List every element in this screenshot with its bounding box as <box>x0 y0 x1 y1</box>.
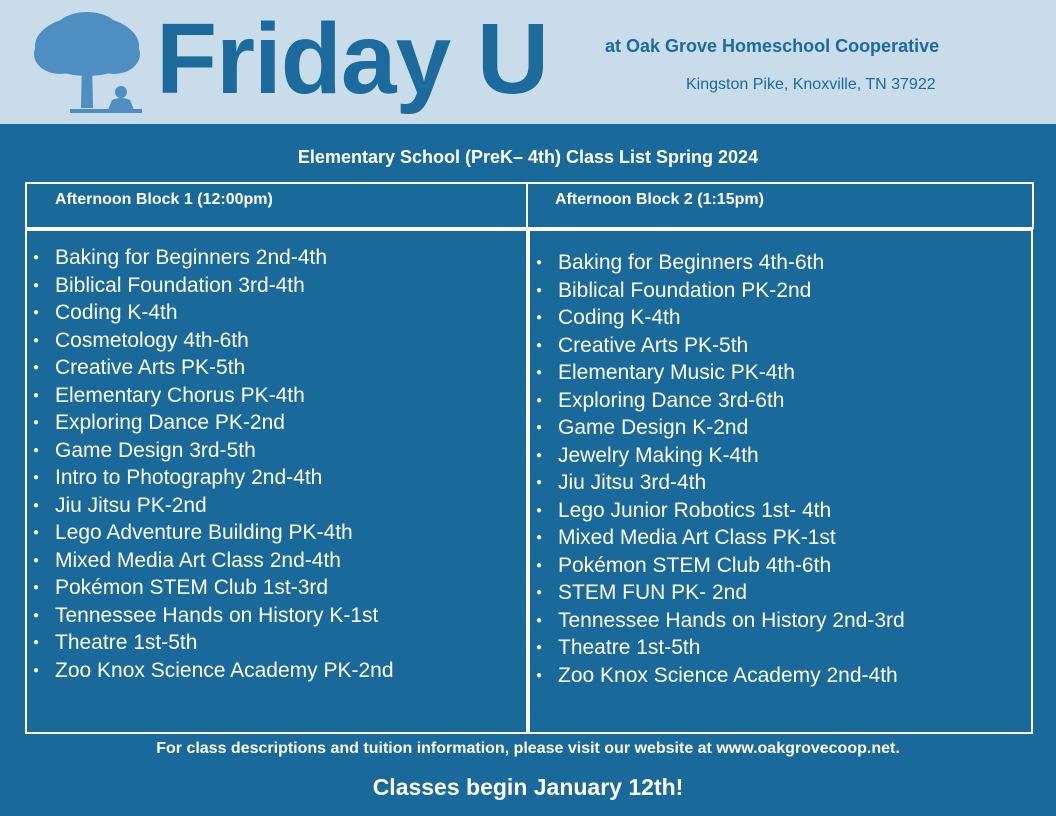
list-item <box>530 304 905 332</box>
class-name: Biblical Foundation PK-2nd <box>558 278 812 302</box>
bullet-icon: ● <box>536 367 543 378</box>
page-title: Elementary School (PreK– 4th) Class List Spring 2024 <box>297 147 759 167</box>
bullet-icon: ● <box>33 362 40 373</box>
list-item <box>530 442 905 470</box>
class-name: Lego Adventure Building PK-4th <box>55 521 353 544</box>
bullet-icon: ● <box>33 527 40 538</box>
list-item <box>530 359 905 387</box>
bullet-icon: ● <box>536 339 543 351</box>
bullet-icon: ● <box>536 422 543 433</box>
class-name: Zoo Knox Science Academy 2nd-4th <box>558 663 898 687</box>
bullet-icon: ● <box>33 444 40 456</box>
bullet-icon: ● <box>33 664 40 676</box>
website-note: For class descriptions and tuition information, please visit our website at www.oakgrovecoop.net. <box>156 740 900 757</box>
block2-box <box>528 229 1033 734</box>
class-name: Jewelry Making K-4th <box>558 443 759 467</box>
class-name: Exploring Dance PK-2nd <box>55 411 285 434</box>
block2-class-list <box>530 249 905 689</box>
list-item <box>27 547 394 575</box>
list-item <box>27 464 394 492</box>
list-item <box>27 409 394 437</box>
bullet-icon: ● <box>536 504 543 516</box>
classes-begin-banner: Classes begin January 12th! <box>372 774 684 800</box>
bullet-icon: ● <box>33 417 40 428</box>
class-name: Pokémon STEM Club 1st-3rd <box>55 576 329 599</box>
class-name: Biblical Foundation 3rd-4th <box>55 273 305 297</box>
list-item <box>27 492 394 520</box>
bullet-icon: ● <box>536 559 543 571</box>
list-item <box>27 519 394 547</box>
class-name: Intro to Photography 2nd-4th <box>55 466 323 489</box>
class-name: Pokémon STEM Club 4th-6th <box>558 553 832 577</box>
class-name: Lego Junior Robotics 1st- 4th <box>558 498 832 522</box>
bullet-icon: ● <box>33 279 40 291</box>
bullet-icon: ● <box>33 499 40 511</box>
tree-reading-child-icon <box>30 10 144 116</box>
class-name: Zoo Knox Science Academy PK-2nd <box>55 658 394 682</box>
list-item <box>27 244 394 272</box>
organization-name: at Oak Grove Homeschool Cooperative <box>605 36 940 56</box>
list-item <box>530 249 905 277</box>
bullet-icon: ● <box>33 252 40 263</box>
class-name: Cosmetology 4th-6th <box>55 328 249 352</box>
bullet-icon: ● <box>33 609 40 621</box>
class-name: Baking for Beginners 2nd-4th <box>55 246 328 269</box>
list-item <box>27 382 394 410</box>
class-name: STEM FUN PK- 2nd <box>558 581 748 604</box>
block2-heading: Afternoon Block 2 (1:15pm) <box>526 182 1034 229</box>
bullet-icon: ● <box>536 587 543 598</box>
list-item <box>530 414 905 442</box>
header-banner <box>0 0 1056 124</box>
class-name: Theatre 1st-5th <box>55 631 198 654</box>
list-item <box>530 524 905 552</box>
list-item <box>530 662 905 690</box>
class-name: Game Design K-2nd <box>558 416 749 439</box>
bullet-icon: ● <box>536 614 543 626</box>
list-item <box>530 634 905 662</box>
list-item <box>27 657 394 685</box>
class-name: Creative Arts PK-5th <box>558 333 749 357</box>
bullet-icon: ● <box>536 477 543 488</box>
list-item <box>530 469 905 497</box>
block1-box <box>25 229 528 734</box>
class-name: Tennessee Hands on History 2nd-3rd <box>558 608 905 632</box>
list-item <box>530 579 905 607</box>
list-item <box>530 552 905 580</box>
class-name: Baking for Beginners 4th-6th <box>558 251 825 274</box>
list-item <box>27 327 394 355</box>
list-item <box>530 497 905 525</box>
class-name: Game Design 3rd-5th <box>55 438 256 462</box>
bullet-icon: ● <box>536 394 543 406</box>
bullet-icon: ● <box>536 449 543 461</box>
address: Kingston Pike, Knoxville, TN 37922 <box>686 76 936 93</box>
class-name: Tennessee Hands on History K-1st <box>55 603 379 627</box>
list-item <box>530 277 905 305</box>
bullet-icon: ● <box>536 642 543 653</box>
list-item <box>530 332 905 360</box>
class-name: Jiu Jitsu 3rd-4th <box>558 471 707 494</box>
list-item <box>530 387 905 415</box>
list-item <box>27 574 394 602</box>
list-item <box>27 602 394 630</box>
class-name: Elementary Chorus PK-4th <box>55 383 305 407</box>
class-name: Mixed Media Art Class 2nd-4th <box>55 548 341 572</box>
list-item <box>27 272 394 300</box>
bullet-icon: ● <box>33 582 40 593</box>
bullet-icon: ● <box>33 334 40 346</box>
list-item <box>530 607 905 635</box>
bullet-icon: ● <box>33 554 40 566</box>
bullet-icon: ● <box>536 312 543 323</box>
class-name: Exploring Dance 3rd-6th <box>558 388 785 412</box>
bullet-icon: ● <box>536 257 543 268</box>
class-name: Creative Arts PK-5th <box>55 356 246 379</box>
bullet-icon: ● <box>33 307 40 318</box>
brand-title: Friday U <box>156 3 549 115</box>
bullet-icon: ● <box>33 472 40 483</box>
list-item <box>27 354 394 382</box>
class-name: Elementary Music PK-4th <box>558 361 795 384</box>
block1-class-list <box>27 244 394 684</box>
class-name: Mixed Media Art Class PK-1st <box>558 526 836 549</box>
list-item <box>27 299 394 327</box>
bullet-icon: ● <box>536 669 543 681</box>
class-name: Coding K-4th <box>558 306 681 329</box>
block1-heading: Afternoon Block 1 (12:00pm) <box>25 182 528 229</box>
class-name: Theatre 1st-5th <box>558 636 701 659</box>
bullet-icon: ● <box>536 532 543 543</box>
bullet-icon: ● <box>33 389 40 401</box>
list-item <box>27 629 394 657</box>
class-name: Coding K-4th <box>55 301 178 324</box>
bullet-icon: ● <box>33 637 40 648</box>
list-item <box>27 437 394 465</box>
bullet-icon: ● <box>536 284 543 296</box>
class-name: Jiu Jitsu PK-2nd <box>55 493 207 517</box>
